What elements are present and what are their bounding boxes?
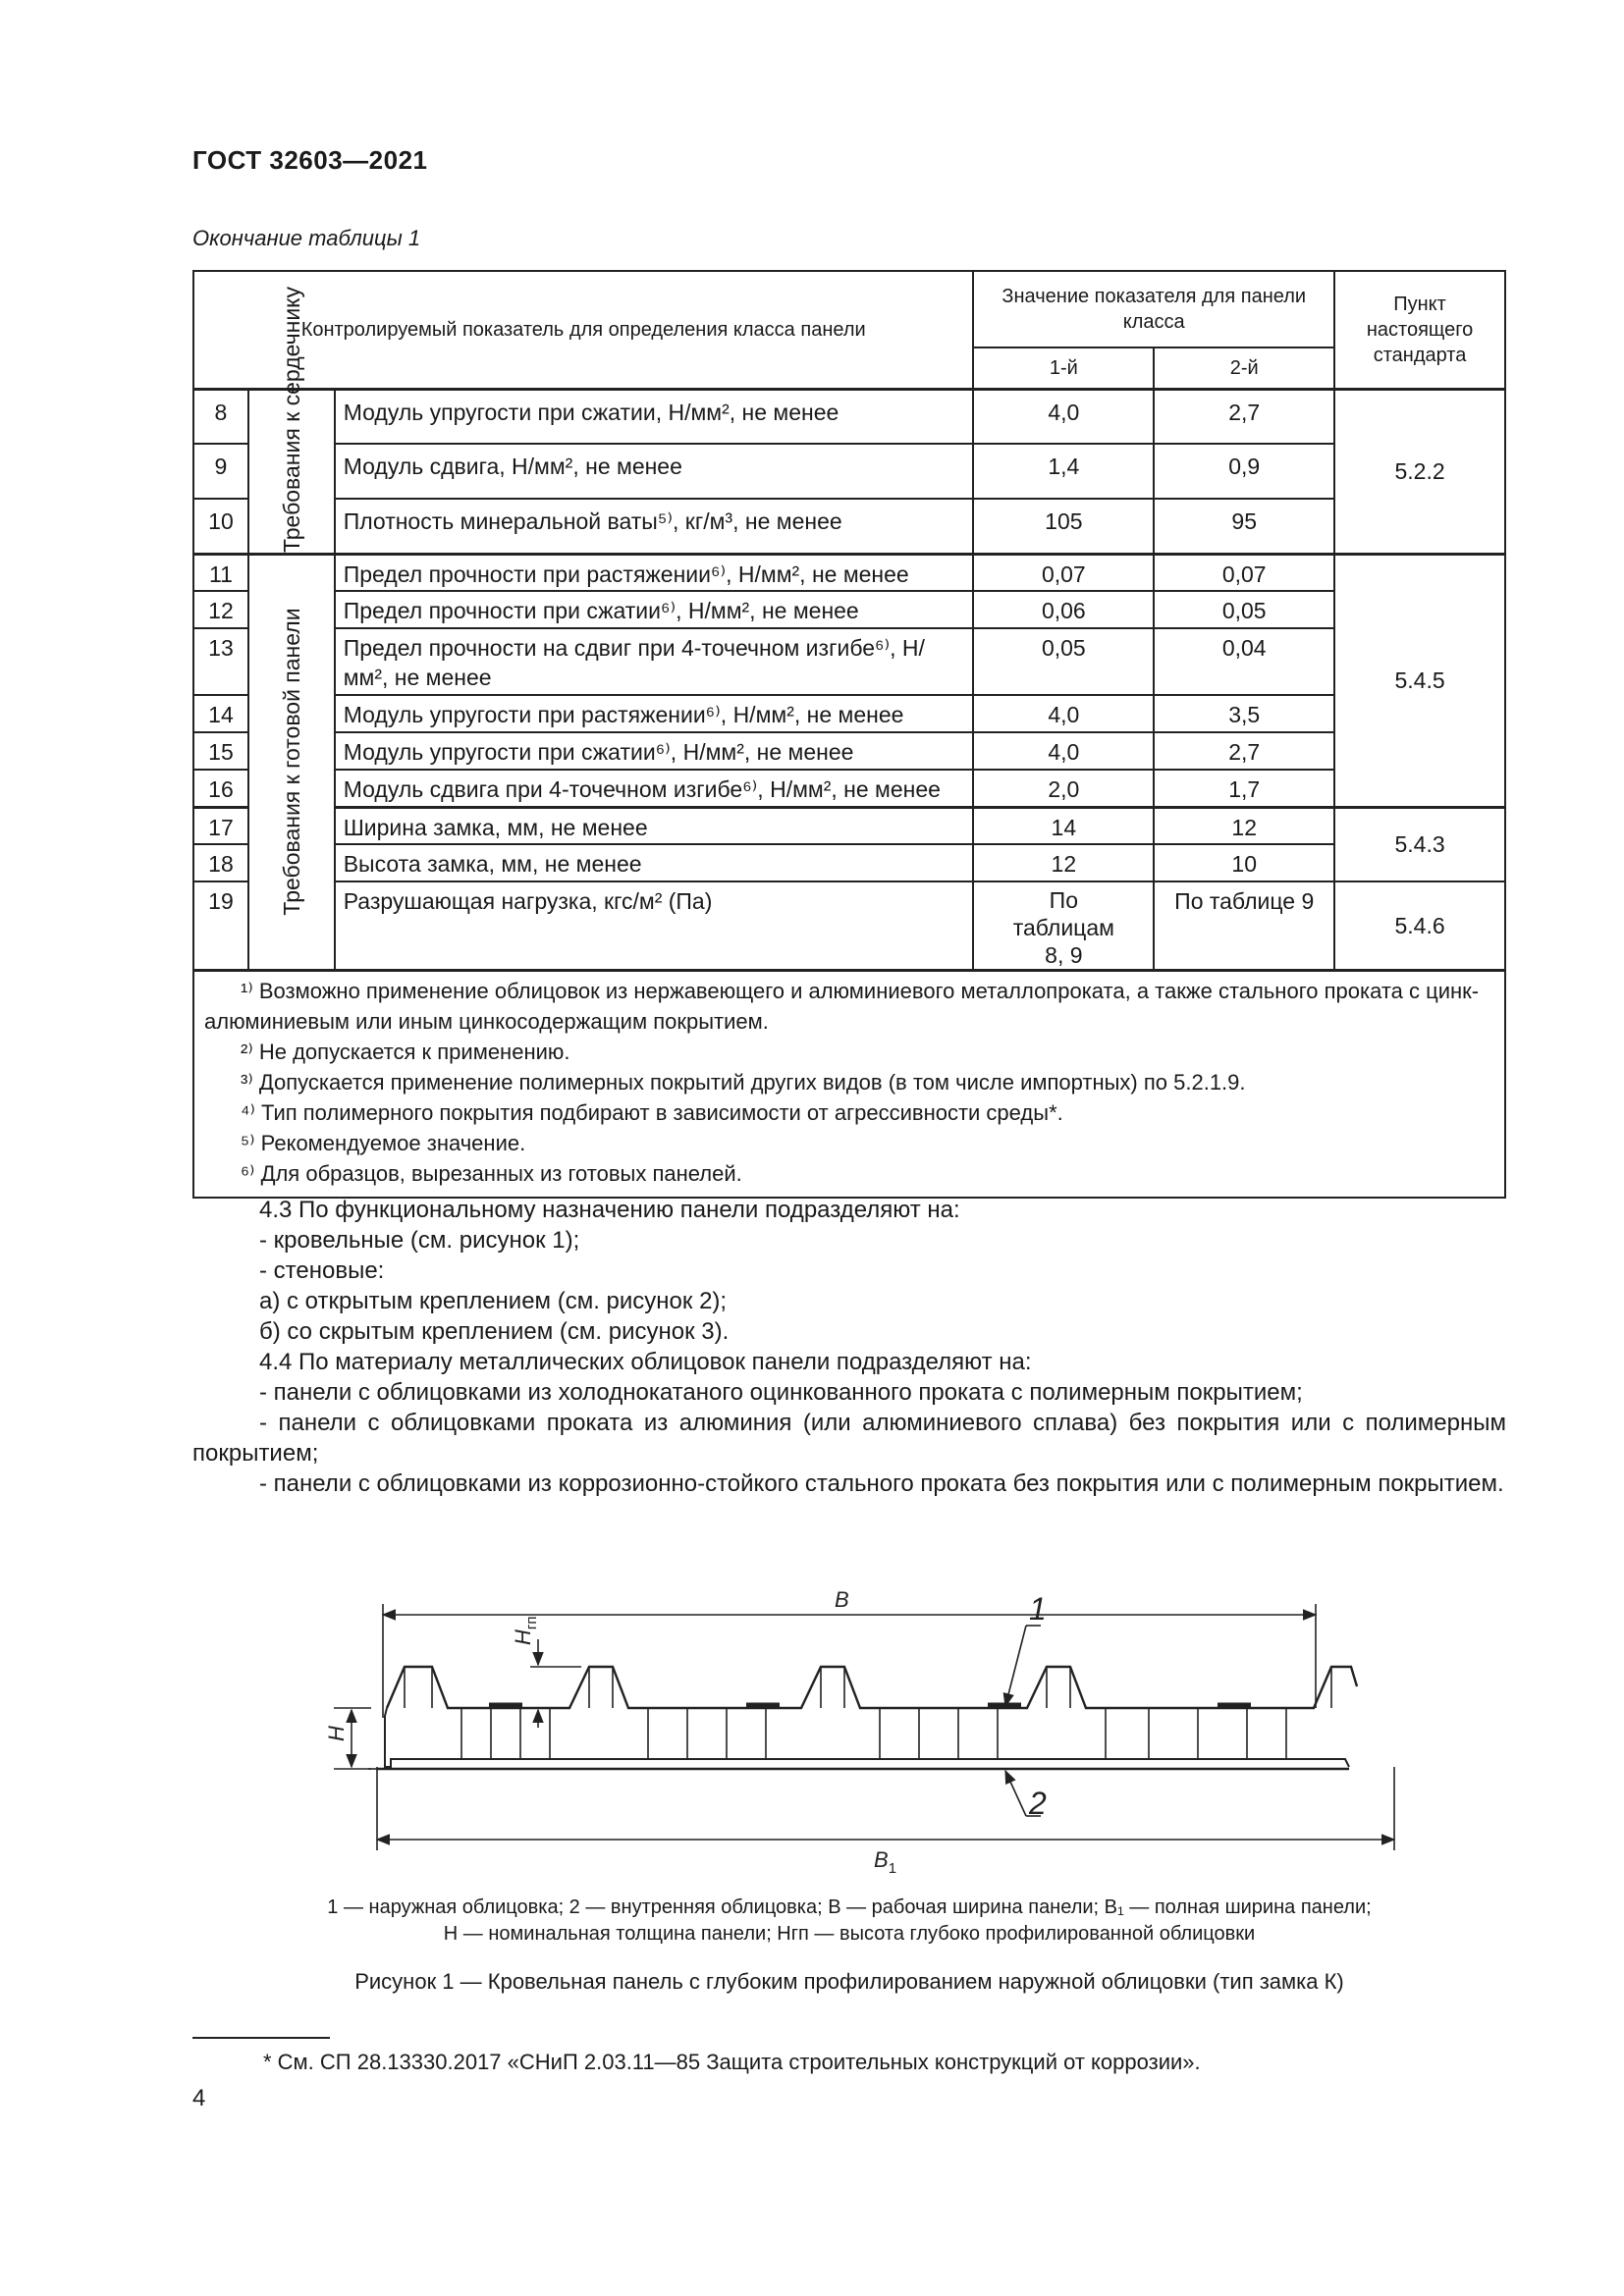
row-value-2: 0,05 bbox=[1154, 591, 1334, 628]
table-row bbox=[193, 444, 1505, 499]
row-indicator: Разрушающая нагрузка, кгс/м² (Па) bbox=[335, 881, 974, 971]
row-number: 11 bbox=[193, 554, 248, 591]
notes-cell bbox=[193, 971, 1505, 1199]
clause-5-4-3: 5.4.3 bbox=[1334, 807, 1505, 881]
requirements-table bbox=[192, 270, 1506, 1199]
row-indicator: Предел прочности при сжатии⁶⁾, Н/мм², не менее bbox=[335, 591, 974, 628]
row-value-1: 0,05 bbox=[973, 628, 1154, 695]
row-value-2: По таблице 9 bbox=[1154, 881, 1334, 971]
table-caption: Окончание таблицы 1 bbox=[192, 226, 421, 250]
row-value-1: По таблицам 8, 9 bbox=[973, 881, 1154, 971]
row-value-1: 1,4 bbox=[973, 444, 1154, 499]
row-value-1: 0,07 bbox=[973, 554, 1154, 591]
row-value-1: 4,0 bbox=[973, 732, 1154, 770]
row-number: 9 bbox=[193, 444, 248, 499]
note-3: ³⁾ Допускается применение полимерных покрытий других видов (в том числе импортных) по 5.2.1.9. bbox=[241, 1070, 1246, 1095]
table-row bbox=[193, 732, 1505, 770]
row-value-1: 14 bbox=[973, 807, 1154, 844]
table-row bbox=[193, 695, 1505, 732]
row-value-1: 105 bbox=[973, 499, 1154, 554]
row-number: 13 bbox=[193, 628, 248, 695]
row-indicator: Предел прочности на сдвиг при 4-точечном изгибе⁶⁾, Н/мм², не менее bbox=[335, 628, 974, 695]
note-4: ⁴⁾ Тип полимерного покрытия подбирают в зависимости от агрессивности среды*. bbox=[241, 1100, 1063, 1125]
legend-line-2: H — номинальная толщина панели; Hгп — высота глубоко профилированной облицовки bbox=[443, 1923, 1256, 1945]
table-row bbox=[193, 554, 1505, 591]
header-value: Значение показателя для панели класса bbox=[973, 271, 1334, 347]
table-row bbox=[193, 499, 1505, 554]
note-2: ²⁾ Не допускается к применению. bbox=[241, 1040, 570, 1064]
group-panel-label: Требования к готовой панели bbox=[278, 608, 304, 916]
row-value-1: 4,0 bbox=[973, 695, 1154, 732]
row-indicator: Ширина замка, мм, не менее bbox=[335, 807, 974, 844]
row-indicator: Предел прочности при растяжении⁶⁾, Н/мм², не менее bbox=[335, 554, 974, 591]
clause-5-4-5: 5.4.5 bbox=[1334, 554, 1505, 807]
row-indicator: Модуль упругости при сжатии⁶⁾, Н/мм², не менее bbox=[335, 732, 974, 770]
row-number: 15 bbox=[193, 732, 248, 770]
row-number: 12 bbox=[193, 591, 248, 628]
row-indicator: Модуль упругости при сжатии, Н/мм², не менее bbox=[335, 389, 974, 444]
row-number: 19 bbox=[193, 881, 248, 971]
row-number: 17 bbox=[193, 807, 248, 844]
row-value-1: 2,0 bbox=[973, 770, 1154, 807]
note-5: ⁵⁾ Рекомендуемое значение. bbox=[241, 1131, 526, 1155]
row-number: 8 bbox=[193, 389, 248, 444]
paragraph: - панели с облицовками из холоднокатаного оцинкованного проката с полимерным покрытием; bbox=[259, 1379, 1303, 1406]
row-number: 16 bbox=[193, 770, 248, 807]
row-value-2: 12 bbox=[1154, 807, 1334, 844]
clause-5-2-2: 5.2.2 bbox=[1334, 389, 1505, 554]
row-number: 18 bbox=[193, 844, 248, 881]
paragraph: - кровельные (см. рисунок 1); bbox=[259, 1227, 580, 1254]
paragraph: - панели с облицовками из коррозионно-стойкого стального проката без покрытия или с полимерным покрытием. bbox=[259, 1470, 1504, 1497]
row-number: 14 bbox=[193, 695, 248, 732]
label-1: 1 bbox=[1029, 1591, 1047, 1627]
paragraph: б) со скрытым креплением (см. рисунок 3). bbox=[259, 1318, 730, 1345]
figure-title: Рисунок 1 — Кровельная панель с глубоким профилированием наружной облицовки (тип замка К) bbox=[354, 1969, 1344, 1994]
table-row bbox=[193, 844, 1505, 881]
roof-panel-figure bbox=[324, 1580, 1404, 1877]
footnote-divider bbox=[192, 2037, 330, 2039]
row-value-2: 2,7 bbox=[1154, 732, 1334, 770]
row-value-2: 0,07 bbox=[1154, 554, 1334, 591]
group-panel-cell bbox=[248, 554, 335, 971]
paragraph: - панели с облицовками проката из алюминия (или алюминиевого сплава) без покрытия или с полимерным покрытием; bbox=[192, 1410, 1506, 1467]
footnote: * См. СП 28.13330.2017 «СНиП 2.03.11—85 Защита строительных конструкций от коррозии». bbox=[263, 2050, 1201, 2074]
group-core-cell bbox=[248, 286, 335, 554]
header-class-2: 2-й bbox=[1154, 347, 1334, 389]
label-B: B bbox=[835, 1587, 849, 1612]
row-value-2: 0,04 bbox=[1154, 628, 1334, 695]
header-indicator: Контролируемый показатель для определения класса панели bbox=[193, 271, 973, 389]
table-row bbox=[193, 807, 1505, 844]
note-1: ¹⁾ Возможно применение облицовок из нержавеющего и алюминиевого металлопроката, а также стального проката с цинк-алюминиевым или иным цинкосодержащим покрытием. bbox=[204, 979, 1480, 1034]
document-header: ГОСТ 32603—2021 bbox=[192, 145, 428, 175]
row-value-2: 0,9 bbox=[1154, 444, 1334, 499]
row-value-2: 1,7 bbox=[1154, 770, 1334, 807]
row-indicator: Модуль сдвига, Н/мм², не менее bbox=[335, 444, 974, 499]
paragraph: - стеновые: bbox=[259, 1257, 385, 1284]
paragraph: а) с открытым креплением (см. рисунок 2); bbox=[259, 1288, 728, 1314]
row-indicator: Модуль упругости при растяжении⁶⁾, Н/мм², не менее bbox=[335, 695, 974, 732]
label-H: H bbox=[324, 1726, 349, 1741]
row-indicator: Плотность минеральной ваты⁵⁾, кг/м³, не менее bbox=[335, 499, 974, 554]
paragraph: 4.4 По материалу металлических облицовок панели подразделяют на: bbox=[259, 1349, 1032, 1375]
label-Hgp: $H_{гп}$ bbox=[511, 1616, 540, 1645]
note-6: ⁶⁾ Для образцов, вырезанных из готовых панелей. bbox=[241, 1161, 742, 1186]
figure-legend bbox=[192, 1895, 1506, 1948]
label-2: 2 bbox=[1029, 1786, 1047, 1821]
page-number: 4 bbox=[192, 2085, 206, 2111]
table-row bbox=[193, 591, 1505, 628]
table-row bbox=[193, 881, 1505, 971]
row-value-1: 4,0 bbox=[973, 389, 1154, 444]
row-value-2: 3,5 bbox=[1154, 695, 1334, 732]
clause-5-4-6: 5.4.6 bbox=[1334, 881, 1505, 971]
body-text bbox=[192, 1195, 1506, 1499]
header-clause: Пункт настоящего стандарта bbox=[1334, 271, 1505, 389]
row-value-2: 95 bbox=[1154, 499, 1334, 554]
row-value-2: 10 bbox=[1154, 844, 1334, 881]
row-value-1: 12 bbox=[973, 844, 1154, 881]
row-value-1: 0,06 bbox=[973, 591, 1154, 628]
row-number: 10 bbox=[193, 499, 248, 554]
paragraph: 4.3 По функциональному назначению панели подразделяют на: bbox=[259, 1197, 960, 1223]
row-value-2: 2,7 bbox=[1154, 389, 1334, 444]
label-B1: $B_1$ bbox=[874, 1847, 897, 1877]
header-class-1: 1-й bbox=[973, 347, 1154, 389]
table-row bbox=[193, 770, 1505, 807]
table-row bbox=[193, 628, 1505, 695]
legend-line-1: 1 — наружная облицовка; 2 — внутренняя облицовка; B — рабочая ширина панели; B₁ — полная ширина панели; bbox=[327, 1896, 1372, 1918]
row-indicator: Модуль сдвига при 4-точечном изгибе⁶⁾, Н/мм², не менее bbox=[335, 770, 974, 807]
group-core-label: Требования к сердечнику bbox=[278, 286, 304, 553]
row-indicator: Высота замка, мм, не менее bbox=[335, 844, 974, 881]
table-notes bbox=[193, 971, 1505, 1199]
table-row bbox=[193, 389, 1505, 444]
